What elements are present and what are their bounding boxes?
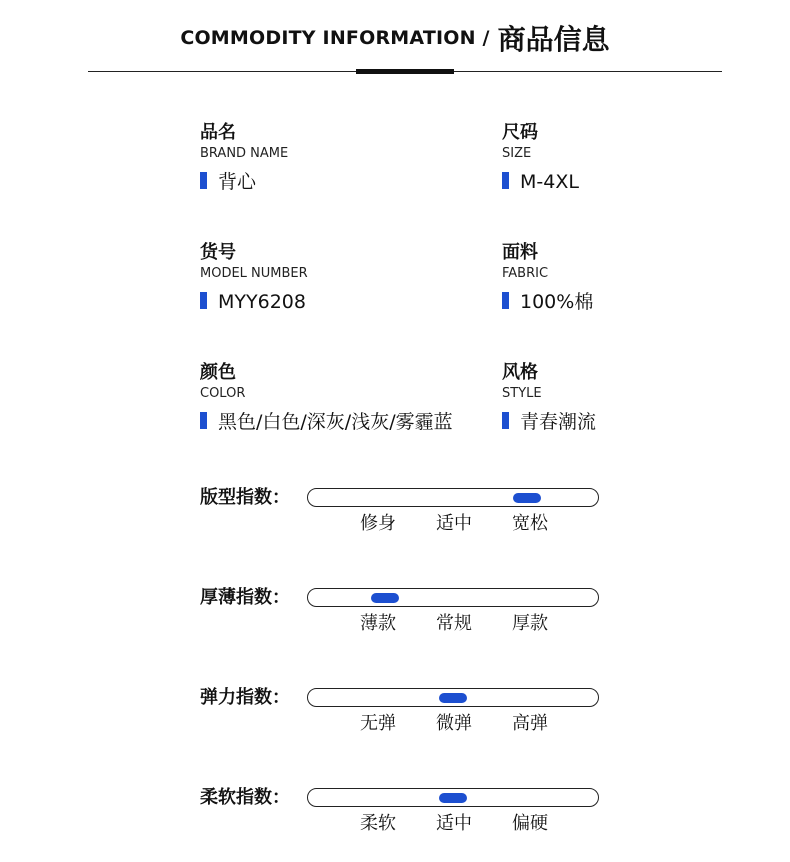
meter-softness xyxy=(200,787,620,847)
field-value xyxy=(502,410,790,434)
field-style xyxy=(502,362,790,434)
field-label-zh: 尺码 xyxy=(502,122,538,143)
field-value xyxy=(200,170,490,194)
field-value-text: 100%棉 xyxy=(520,291,594,313)
meter-elasticity xyxy=(200,687,620,747)
field-label-en: STYLE xyxy=(502,386,542,401)
meter-label: 厚薄指数： xyxy=(200,587,290,608)
field-label-en: SIZE xyxy=(502,146,532,161)
field-value-text: 青春潮流 xyxy=(520,411,597,433)
field-size xyxy=(502,122,790,194)
field-label-zh: 货号 xyxy=(200,242,236,263)
title-divider-accent xyxy=(356,69,454,74)
title-english: COMMODITY INFORMATION / xyxy=(180,27,490,49)
meter-option: 微弹 xyxy=(436,713,472,734)
meter-indicator xyxy=(439,693,467,703)
bullet-bar-icon xyxy=(200,172,207,189)
meter-option: 高弹 xyxy=(512,713,548,734)
title-chinese: 商品信息 xyxy=(497,23,610,56)
field-brand xyxy=(200,122,490,194)
field-value-text: MYY6208 xyxy=(218,291,306,313)
field-value-text: 背心 xyxy=(218,171,257,193)
meter-indicator xyxy=(513,493,541,503)
meter-indicator xyxy=(371,593,399,603)
field-label-zh: 颜色 xyxy=(200,362,236,383)
field-label-en: MODEL NUMBER xyxy=(200,266,308,281)
meter-label: 版型指数： xyxy=(200,487,290,508)
meter-option: 常规 xyxy=(436,613,472,634)
field-value-text: M-4XL xyxy=(520,171,579,193)
page-title xyxy=(0,18,790,58)
field-label-en: BRAND NAME xyxy=(200,146,289,161)
meter-track xyxy=(307,588,599,607)
bullet-bar-icon xyxy=(200,292,207,309)
field-model xyxy=(200,242,490,314)
meter-option: 宽松 xyxy=(512,513,548,534)
bullet-bar-icon xyxy=(502,292,509,309)
meter-option: 偏硬 xyxy=(512,813,548,834)
meter-thickness xyxy=(200,587,620,647)
meter-track xyxy=(307,488,599,507)
field-color xyxy=(200,362,490,434)
meter-option: 无弹 xyxy=(360,713,396,734)
bullet-bar-icon xyxy=(502,412,509,429)
meter-fit xyxy=(200,487,620,547)
meter-option: 适中 xyxy=(436,513,472,534)
meter-option: 柔软 xyxy=(360,813,396,834)
field-value xyxy=(200,290,490,314)
meter-track xyxy=(307,688,599,707)
field-value xyxy=(200,410,490,434)
field-value xyxy=(502,290,790,314)
meter-option: 适中 xyxy=(436,813,472,834)
field-label-zh: 风格 xyxy=(502,362,538,383)
field-label-zh: 品名 xyxy=(200,122,236,143)
meter-label: 柔软指数： xyxy=(200,787,290,808)
meter-track xyxy=(307,788,599,807)
meter-option: 厚款 xyxy=(512,613,548,634)
meter-option: 修身 xyxy=(360,513,396,534)
field-fabric xyxy=(502,242,790,314)
field-label-en: FABRIC xyxy=(502,266,549,281)
field-label-en: COLOR xyxy=(200,386,246,401)
bullet-bar-icon xyxy=(200,412,207,429)
field-value-text: 黑色/白色/深灰/浅灰/雾霾蓝 xyxy=(218,411,453,433)
bullet-bar-icon xyxy=(502,172,509,189)
meter-option: 薄款 xyxy=(360,613,396,634)
field-label-zh: 面料 xyxy=(502,242,538,263)
field-value xyxy=(502,170,790,194)
meter-indicator xyxy=(439,793,467,803)
meter-label: 弹力指数： xyxy=(200,687,290,708)
